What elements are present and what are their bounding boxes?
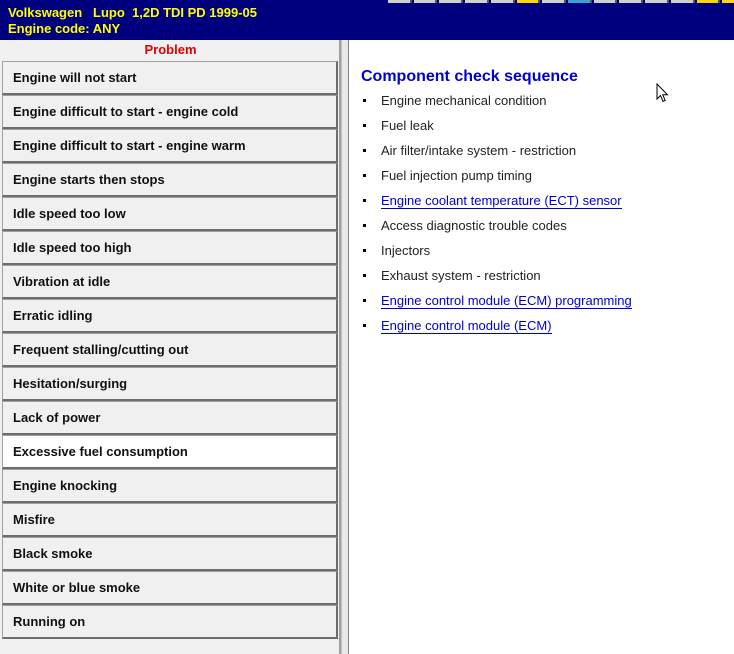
problem-heading: Problem <box>144 42 197 57</box>
bullet-icon <box>363 174 366 177</box>
component-link-label[interactable]: Engine control module (ECM) programming <box>381 293 632 308</box>
problem-item[interactable]: Engine will not start <box>2 61 338 95</box>
problem-item[interactable]: Engine difficult to start - engine cold <box>2 95 338 129</box>
problem-item[interactable]: Engine starts then stops <box>2 163 338 197</box>
component-check-item <box>361 92 731 117</box>
toolbar-button[interactable] <box>671 0 695 3</box>
problem-item[interactable]: Erratic idling <box>2 299 338 333</box>
component-check-item <box>361 242 731 267</box>
component-check-item <box>361 142 731 167</box>
bullet-icon <box>363 99 366 102</box>
component-check-list <box>361 92 731 342</box>
toolbar-button[interactable] <box>388 0 412 3</box>
bullet-icon <box>363 324 366 327</box>
problem-item[interactable]: Idle speed too high <box>2 231 338 265</box>
component-link-label[interactable]: Engine control module (ECM) <box>381 318 552 333</box>
component-check-title: Component check sequence <box>361 68 578 85</box>
engine-code: Engine code: ANY <box>8 21 121 36</box>
component-check-link[interactable] <box>361 192 731 217</box>
bullet-icon <box>363 274 366 277</box>
bullet-icon <box>363 249 366 252</box>
mouse-pointer-icon <box>656 83 670 103</box>
component-check-item <box>361 267 731 292</box>
component-item-label: Engine mechanical condition <box>381 93 547 108</box>
component-item-label: Fuel injection pump timing <box>381 168 533 183</box>
component-check-panel <box>349 40 734 654</box>
toolbar-button[interactable] <box>414 0 438 3</box>
toolbar-button[interactable] <box>542 0 566 3</box>
component-item-label: Exhaust system - restriction <box>381 268 541 283</box>
problem-item[interactable]: Engine knocking <box>2 469 338 503</box>
problem-item[interactable]: White or blue smoke <box>2 571 338 605</box>
toolbar-button[interactable] <box>517 0 541 3</box>
problem-list <box>2 61 338 639</box>
problem-item[interactable]: Misfire <box>2 503 338 537</box>
toolbar-button[interactable] <box>619 0 643 3</box>
toolbar-button[interactable] <box>491 0 515 3</box>
component-check-link[interactable] <box>361 317 731 342</box>
bullet-icon <box>363 299 366 302</box>
component-check-item <box>361 217 731 242</box>
toolbar-button[interactable] <box>568 0 592 3</box>
problem-item[interactable]: Engine difficult to start - engine warm <box>2 129 338 163</box>
vehicle-header <box>0 0 734 40</box>
problem-item[interactable]: Lack of power <box>2 401 338 435</box>
problem-item[interactable]: Excessive fuel consumption <box>2 435 338 469</box>
component-check-link[interactable] <box>361 292 731 317</box>
problem-item[interactable]: Hesitation/surging <box>2 367 338 401</box>
bullet-icon <box>363 124 366 127</box>
toolbar-button[interactable] <box>722 0 734 3</box>
toolbar-button[interactable] <box>439 0 463 3</box>
problem-panel <box>0 40 342 654</box>
problem-item[interactable]: Black smoke <box>2 537 338 571</box>
bullet-icon <box>363 224 366 227</box>
component-check-item <box>361 117 731 142</box>
problem-item[interactable]: Running on <box>2 605 338 639</box>
toolbar-button[interactable] <box>465 0 489 3</box>
component-item-label: Fuel leak <box>381 118 434 133</box>
toolbar-button[interactable] <box>645 0 669 3</box>
panel-splitter[interactable] <box>341 40 349 654</box>
component-check-item <box>361 167 731 192</box>
bullet-icon <box>363 149 366 152</box>
vehicle-title: Volkswagen Lupo 1,2D TDI PD 1999-05 <box>8 5 257 20</box>
component-link-label[interactable]: Engine coolant temperature (ECT) sensor <box>381 193 622 208</box>
component-item-label: Air filter/intake system - restriction <box>381 143 577 158</box>
toolbar-strip <box>388 0 734 4</box>
problem-item[interactable]: Vibration at idle <box>2 265 338 299</box>
problem-item[interactable]: Frequent stalling/cutting out <box>2 333 338 367</box>
toolbar-button[interactable] <box>697 0 721 3</box>
problem-item[interactable]: Idle speed too low <box>2 197 338 231</box>
bullet-icon <box>363 199 366 202</box>
component-item-label: Access diagnostic trouble codes <box>381 218 567 233</box>
component-item-label: Injectors <box>381 243 431 258</box>
toolbar-button[interactable] <box>594 0 618 3</box>
